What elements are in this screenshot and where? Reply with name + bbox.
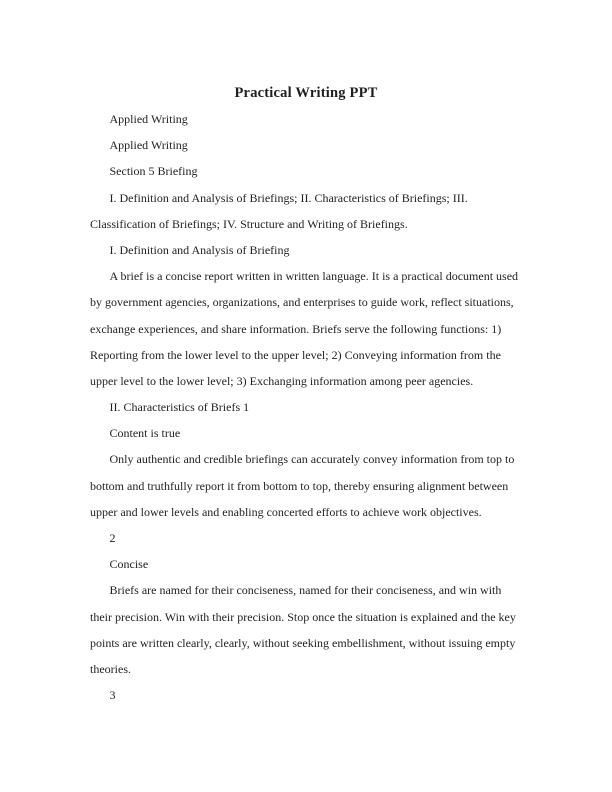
text-line: A brief is a concise report written in written language. It is a practical document used [109, 269, 519, 284]
text-line: Section 5 Briefing [109, 164, 198, 179]
text-line: Classification of Briefings; IV. Structure and Writing of Briefings. [90, 216, 408, 231]
text-line: bottom and truthfully report it from bottom to top, thereby ensuring alignment between [90, 478, 509, 493]
document-title: Practical Writing PPT [234, 85, 378, 101]
text-line: upper level to the lower level; 3) Exchanging information among peer agencies. [90, 373, 474, 388]
text-line: I. Definition and Analysis of Briefings; II. Characteristics of Briefings; III. [109, 190, 468, 205]
text-line: Content is true [109, 426, 181, 441]
text-line: Applied Writing [109, 112, 188, 126]
text-line: Concise [109, 557, 149, 572]
text-line: their precision. Win with their precision. Stop once the situation is explained and the key [90, 609, 516, 624]
text-line: upper and lower levels and enabling concerted efforts to achieve work objectives. [90, 504, 482, 519]
text-line: points are written clearly, clearly, without seeking embellishment, without issuing empty [90, 635, 516, 650]
text-line: theories. [90, 661, 131, 676]
text-line: 2 [109, 531, 116, 545]
document-body [90, 106, 522, 708]
text-line: by government agencies, organizations, and enterprises to guide work, reflect situations, [90, 295, 514, 310]
text-line: Reporting from the lower level to the upper level; 2) Conveying information from the [90, 347, 501, 362]
text-line: Briefs are named for their conciseness, named for their conciseness, and win with [109, 583, 502, 598]
text-line: I. Definition and Analysis of Briefing [109, 242, 290, 257]
text-line: II. Characteristics of Briefs 1 [109, 400, 250, 415]
text-line: 3 [109, 688, 116, 703]
text-line: Applied Writing [109, 138, 188, 153]
text-line: exchange experiences, and share information. Briefs serve the following functions: 1) [90, 321, 502, 336]
text-line: Only authentic and credible briefings can accurately convey information from top to [109, 452, 515, 467]
